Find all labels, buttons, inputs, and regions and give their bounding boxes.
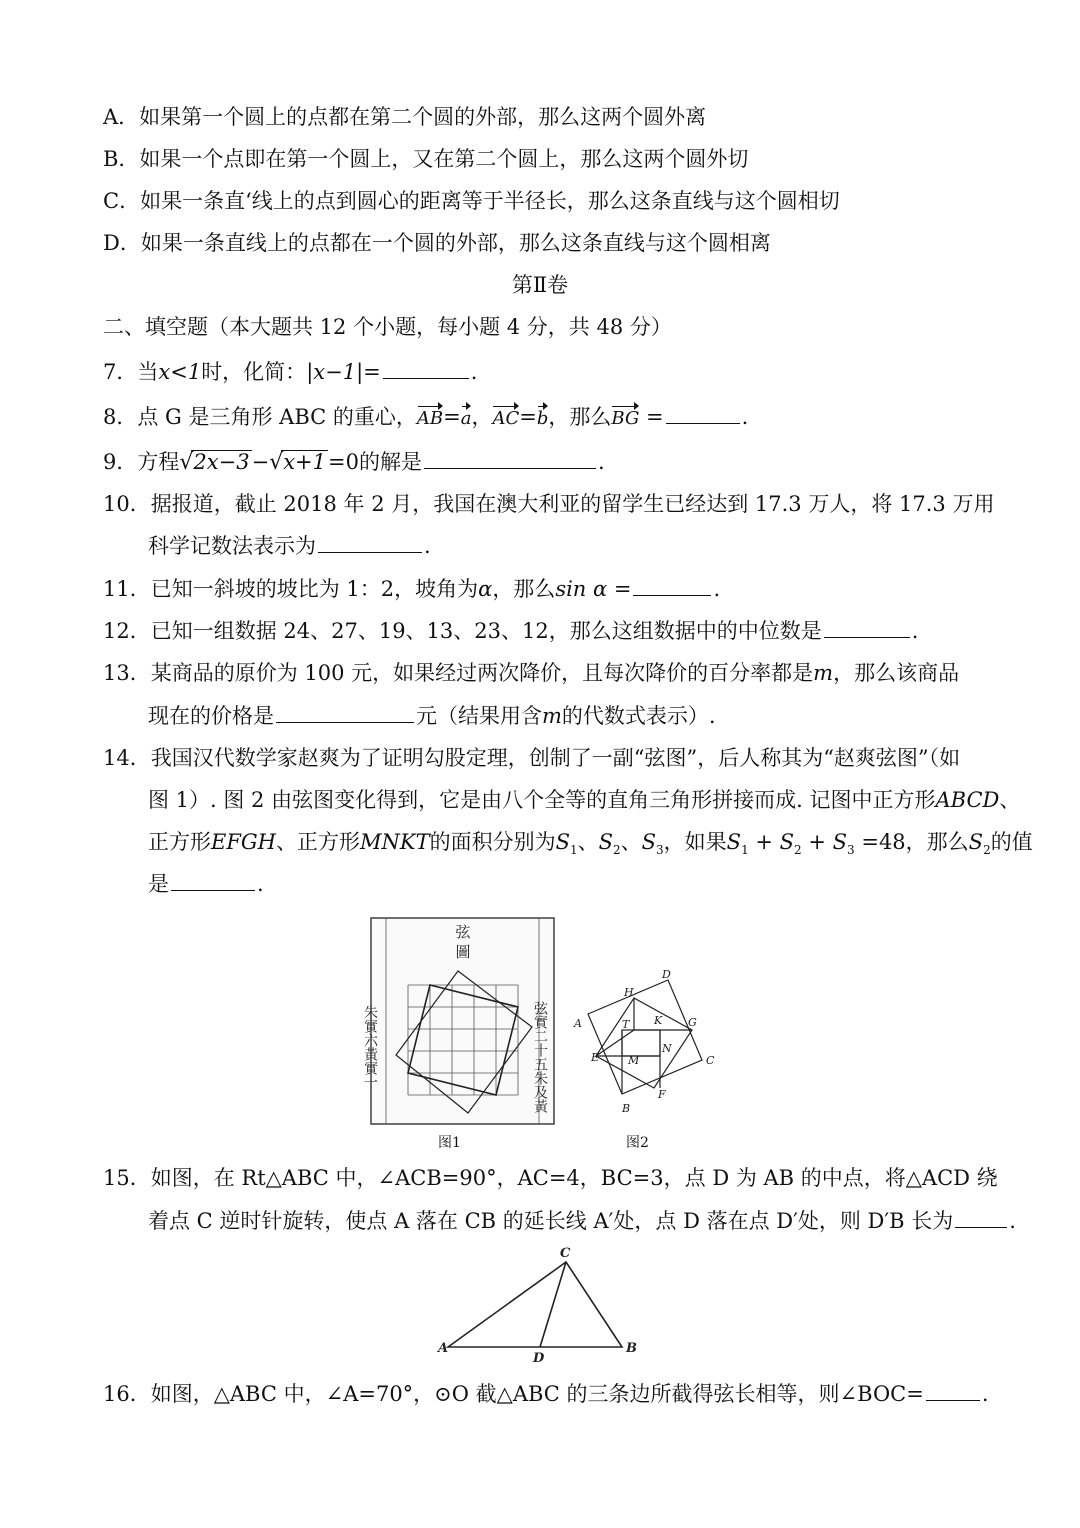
question-10-line1: 10．据报道，截止 2018 年 2 月，我国在澳大利亚的留学生已经达到 17.3 万人，将 17.3 万用 [103, 492, 995, 516]
figure-1-chord-diagram [362, 915, 558, 1130]
q13-text-b: ，那么该商品 [833, 661, 960, 685]
figure-1-caption: 图1 [438, 1135, 461, 1151]
question-15-line2 [148, 1207, 1016, 1235]
figure-2-caption: 图2 [626, 1135, 649, 1151]
q14-text: ，那么 [905, 830, 969, 854]
section-title: 二、填空题（本大题共 12 个小题，每小题 4 分，共 48 分） [103, 315, 672, 339]
answer-blank[interactable] [424, 448, 596, 469]
vector-bg: BG [611, 405, 639, 433]
fig2-label-k: K [654, 1014, 663, 1027]
s3-subscript: 3 [847, 843, 855, 858]
s1-symbol: S [555, 830, 570, 854]
fig1-title-char-1: 弦 [455, 923, 471, 941]
vector-b: b [537, 405, 549, 433]
q13-text-d: 元（结果用含 [416, 704, 542, 728]
s1-symbol: S [726, 830, 742, 854]
q11-text-b: ，那么 [492, 577, 556, 601]
fig3-label-c: C [560, 1246, 571, 1261]
question-11 [103, 575, 720, 603]
s1-subscript: 1 [741, 843, 749, 858]
fig2-label-b: B [622, 1102, 631, 1115]
q14-text: 、正方形 [276, 830, 360, 854]
question-14-line1: 14．我国汉代数学家赵爽为了证明勾股定理，创制了一副“弦图”，后人称其为“赵爽弦图”（如 [103, 746, 961, 770]
q8-eq: = [519, 405, 537, 429]
option-a: A．如果第一个圆上的点都在第二个圆的外部，那么这两个圆外离 [103, 105, 707, 129]
answer-blank[interactable] [318, 532, 422, 553]
square-efgh-shape [596, 998, 692, 1088]
figure-3-triangle [436, 1244, 642, 1364]
q11-end: . [713, 577, 721, 601]
q7-end: . [470, 360, 478, 384]
fig1-left-column: 朱實六黃實一 [362, 1005, 378, 1089]
square-abcd-shape [588, 980, 702, 1094]
fig1-title-char-2: 圖 [455, 943, 471, 961]
s3-symbol: S [641, 830, 657, 854]
sum-value: =48 [854, 830, 906, 854]
q14-sep: 、 [577, 830, 599, 854]
question-7 [103, 358, 477, 386]
q14-text: 图 1）. 图 2 由弦图变化得到，它是由八个全等的直角三角形拼接而成. 记图中正方形 [148, 788, 936, 812]
s2-symbol: S [968, 830, 984, 854]
s2-subscript: 2 [613, 843, 621, 858]
answer-blank[interactable] [824, 617, 910, 638]
s2-subscript: 2 [983, 843, 991, 858]
q11-text: 11．已知一斜坡的坡比为 1：2，坡角为 [103, 577, 479, 601]
answer-blank[interactable] [633, 575, 711, 596]
square-abcd: ABCD [935, 788, 1000, 812]
q15-end: . [1009, 1209, 1016, 1233]
question-10-line2 [148, 532, 431, 560]
fig3-label-b: B [626, 1341, 637, 1356]
s2-symbol: S [779, 830, 795, 854]
q14-text: 的面积分别为 [429, 830, 556, 854]
question-15-line1: 15．如图，在 Rt△ABC 中，∠ACB=90°，AC=4，BC=3，点 D 为 AB 的中点，将△ACD 绕 [103, 1166, 998, 1190]
q7-condition: x<1 [158, 360, 202, 384]
answer-blank[interactable] [383, 358, 469, 379]
q14-text: ，如果 [663, 830, 727, 854]
segment-cd [540, 1262, 566, 1347]
s3-symbol: S [832, 830, 848, 854]
q7-text: 7．当 [103, 360, 159, 384]
option-b: B．如果一个点即在第一个圆上，又在第二个圆上，那么这两个圆外切 [103, 147, 749, 171]
plus-sign: + [801, 830, 833, 854]
q7-text-mid: 时，化简： [201, 360, 307, 384]
fig2-label-n: N [662, 1042, 672, 1055]
alpha-symbol: α [478, 577, 493, 601]
q14-text: 正方形 [148, 830, 211, 854]
question-16 [103, 1380, 989, 1408]
answer-blank[interactable] [276, 702, 414, 723]
q10-end: . [424, 534, 431, 558]
sqrt-expr-2: x+1 [283, 450, 327, 474]
variable-m: m [542, 704, 562, 728]
fig2-label-f: F [658, 1088, 666, 1101]
plus-sign: + [748, 830, 780, 854]
volume-title: 第Ⅱ卷 [511, 273, 569, 297]
q8-text-b: ，那么 [548, 405, 612, 429]
question-14-line4 [148, 870, 264, 898]
fig2-label-t: T [622, 1018, 630, 1031]
fig2-label-e: E [591, 1051, 600, 1064]
q8-text: 8．点 G 是三角形 ABC 的重心， [103, 405, 417, 429]
fig3-label-a: A [438, 1341, 449, 1356]
fig2-label-g: G [688, 1016, 697, 1029]
q9-text-b: =0的解是 [328, 450, 422, 474]
answer-blank[interactable] [666, 403, 740, 424]
question-14-line2 [148, 786, 1020, 814]
q7-expression: |x−1|= [306, 360, 381, 384]
vector-ac: AC [492, 405, 519, 433]
variable-m: m [813, 661, 834, 685]
q14-sep: 、 [620, 830, 642, 854]
answer-blank[interactable] [955, 1207, 1007, 1228]
sqrt-expr-1: 2x−3 [193, 450, 250, 474]
fig2-label-m: M [628, 1054, 640, 1067]
figure-2-diagram [566, 960, 726, 1120]
question-9: 9．方程√2x−3−√x+1=0的解是 . [103, 450, 605, 475]
triangle-abc [448, 1262, 622, 1347]
s3-subscript: 3 [656, 843, 664, 858]
fig2-label-c: C [706, 1054, 715, 1067]
s1-subscript: 1 [569, 843, 578, 858]
question-13-line1 [103, 659, 959, 687]
question-14-line3 [148, 828, 1033, 856]
fig1-right-column: 弦實二十五朱及黃 [532, 1001, 548, 1113]
q8-eq: = [639, 405, 664, 429]
q12-text: 12．已知一组数据 24、27、19、13、23、12，那么这组数据中的中位数是 [103, 619, 822, 643]
q13-text: 13．某商品的原价为 100 元，如果经过两次降价，且每次降价的百分率都是 [103, 661, 814, 685]
answer-blank[interactable] [171, 870, 255, 891]
q14-sep: 、 [999, 788, 1021, 812]
q14-text: 的值 [990, 830, 1033, 854]
option-d: D．如果一条直线上的点都在一个圆的外部，那么这条直线与这个圆相离 [103, 231, 771, 255]
q16-text: 16．如图，△ABC 中，∠A=70°，⊙O 截△ABC 的三条边所截得弦长相等，则∠BOC= [103, 1382, 924, 1406]
q8-end: . [741, 405, 749, 429]
square-mnkt: MNKT [360, 830, 430, 854]
q10-text: 科学记数法表示为 [148, 534, 316, 558]
option-c: C．如果一条直‘线上的点到圆心的距离等于半径长，那么这条直线与这个圆相切 [103, 189, 840, 213]
q14-text: 是 [148, 872, 169, 896]
answer-blank[interactable] [926, 1380, 980, 1401]
q9-text: 9．方程 [103, 450, 180, 474]
question-13-line2 [148, 702, 716, 730]
s2-subscript: 2 [794, 843, 802, 858]
q13-text-e: 的代数式表示）. [561, 704, 716, 728]
vector-a: a [461, 405, 472, 433]
q15-text: 着点 C 逆时针旋转，使点 A 落在 CB 的延长线 A′处，点 D 落在点 D′处，则 D′B 长为 [148, 1209, 954, 1233]
q8-comma: ， [471, 405, 493, 429]
q9-end: . [598, 450, 605, 474]
fig3-label-d: D [533, 1351, 545, 1366]
q13-text-c: 现在的价格是 [148, 704, 274, 728]
q16-end: . [981, 1382, 989, 1406]
square-efgh: EFGH [211, 830, 276, 854]
q9-minus: − [251, 450, 270, 474]
s2-symbol: S [598, 830, 613, 854]
fig2-label-d: D [662, 968, 671, 981]
fig2-label-a: A [574, 1017, 582, 1030]
question-8 [103, 403, 748, 431]
sin-expression: sin α = [555, 577, 632, 601]
vector-ab: AB [417, 405, 443, 433]
q14-end: . [257, 872, 264, 896]
fig2-label-h: H [624, 986, 634, 999]
q8-eq: = [443, 405, 461, 429]
question-12 [103, 617, 918, 645]
q12-end: . [911, 619, 919, 643]
